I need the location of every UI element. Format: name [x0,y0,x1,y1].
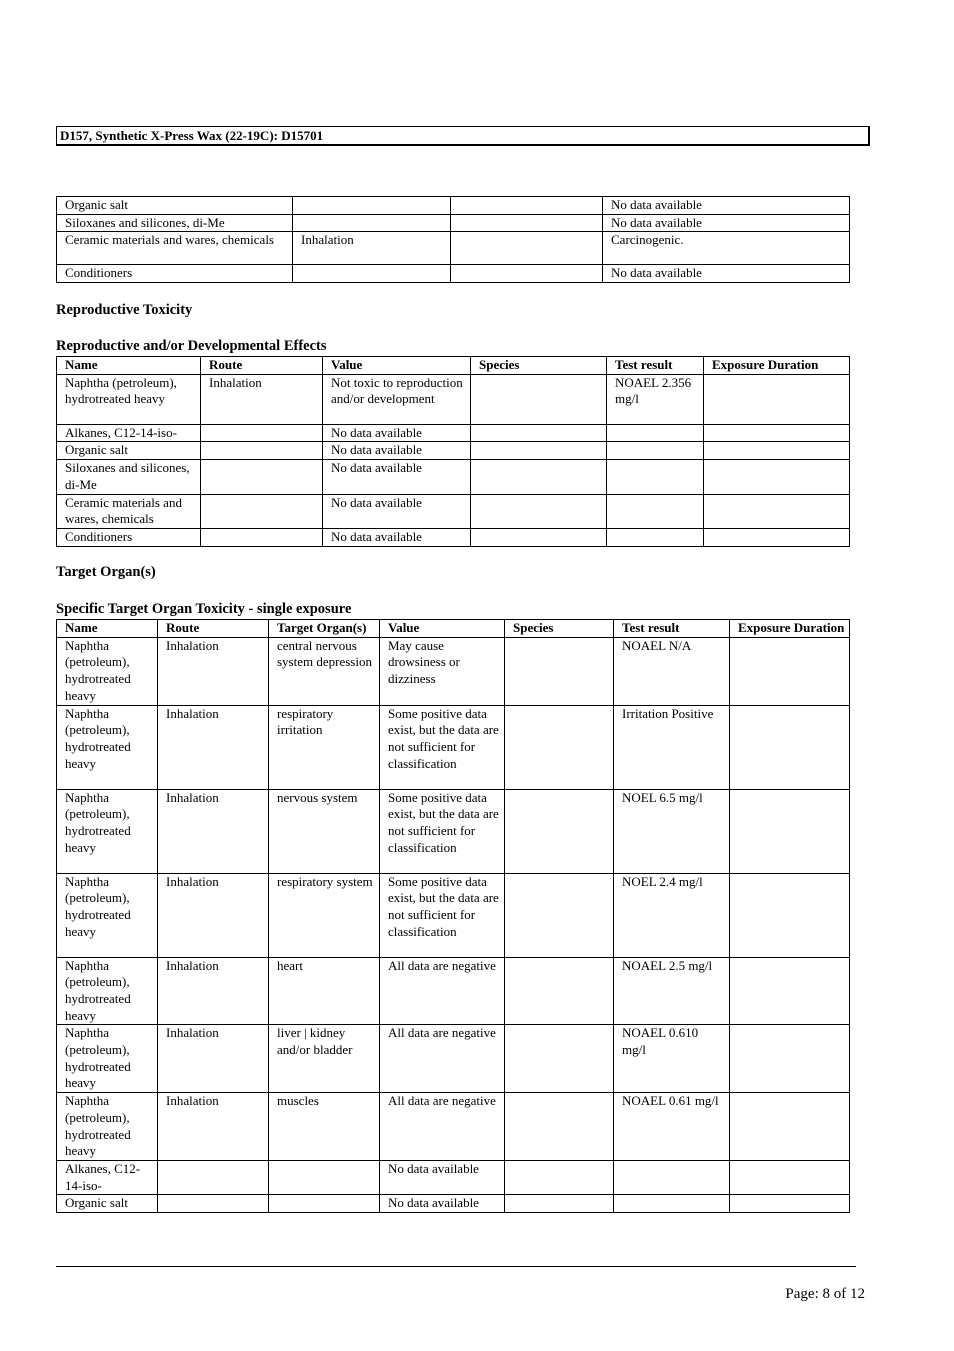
table-cell: Conditioners [57,265,293,283]
table-cell [505,1025,614,1093]
column-header: Exposure Duration [730,620,850,638]
column-header: Value [380,620,505,638]
table-cell: Some positive data exist, but the data are not sufficient for classification [380,873,505,957]
table-cell: All data are negative [380,1025,505,1093]
table-row [57,214,850,232]
table-cell: No data available [323,442,471,460]
table-row [57,442,850,460]
reproductive-table [56,356,850,547]
table-cell: Alkanes, C12-14-iso- [57,424,201,442]
table-cell [730,1195,850,1213]
carcinogenicity-table-body [57,197,850,283]
table-cell [201,424,323,442]
table-cell: Not toxic to reproduction and/or development [323,374,471,424]
table-cell: Inhalation [158,1025,269,1093]
table-cell [607,528,704,546]
table-row [57,494,850,528]
table-cell [614,1160,730,1194]
table-cell [607,494,704,528]
table-cell: Inhalation [158,637,269,705]
stot-table-body [57,637,850,1212]
table-cell: NOEL 2.4 mg/l [614,873,730,957]
table-cell: Inhalation [158,957,269,1025]
reproductive-table-body [57,374,850,546]
table-cell: NOAEL N/A [614,637,730,705]
table-cell [730,1160,850,1194]
table-cell [704,374,850,424]
table-cell: Inhalation [158,789,269,873]
table-cell [201,528,323,546]
table-cell [471,374,607,424]
reproductive-effects-caption: Reproductive and/or Developmental Effects [56,338,327,354]
table-cell: Carcinogenic. [603,232,850,265]
table-cell [505,637,614,705]
table-cell [730,705,850,789]
page-number: Page: 8 of 12 [785,1286,865,1302]
table-cell [607,460,704,494]
table-cell [505,1195,614,1213]
table-row [57,232,850,265]
column-header: Species [471,357,607,375]
table-cell [471,460,607,494]
table-cell: Ceramic materials and wares, chemicals [57,232,293,265]
table-row [57,424,850,442]
table-cell: Organic salt [57,1195,158,1213]
table-cell: No data available [380,1195,505,1213]
table-cell [505,789,614,873]
table-cell: No data available [603,265,850,283]
table-cell [704,442,850,460]
table-cell: NOAEL 2.356 mg/l [607,374,704,424]
table-row [57,528,850,546]
table-row [57,265,850,283]
table-cell: No data available [323,494,471,528]
table-cell [471,528,607,546]
table-cell: All data are negative [380,957,505,1025]
table-cell [730,957,850,1025]
table-cell [293,197,451,215]
table-cell [451,197,603,215]
table-cell [269,1195,380,1213]
column-header: Exposure Duration [704,357,850,375]
table-cell: Inhalation [293,232,451,265]
table-cell: Organic salt [57,442,201,460]
table-cell [704,460,850,494]
table-cell [704,528,850,546]
table-cell: respiratory irritation [269,705,380,789]
table-cell: Alkanes, C12-14-iso- [57,1160,158,1194]
target-organs-heading: Target Organ(s) [56,564,156,580]
table-cell [704,494,850,528]
table-cell: nervous system [269,789,380,873]
table-cell [730,1093,850,1161]
table-cell: Organic salt [57,197,293,215]
table-cell: Inhalation [158,705,269,789]
carcinogenicity-table [56,196,850,283]
table-cell [293,214,451,232]
table-row [57,1160,850,1194]
product-header: D157, Synthetic X-Press Wax (22-19C): D15701 [56,126,870,146]
table-cell: NOAEL 0.61 mg/l [614,1093,730,1161]
table-row [57,957,850,1025]
table-cell: Naphtha (petroleum), hydrotreated heavy [57,957,158,1025]
table-cell [607,442,704,460]
table-cell: Some positive data exist, but the data are not sufficient for classification [380,705,505,789]
column-header: Route [158,620,269,638]
table-row [57,1195,850,1213]
stot-single-exposure-caption: Specific Target Organ Toxicity - single exposure [56,601,352,617]
table-cell: Inhalation [201,374,323,424]
table-cell [451,265,603,283]
table-row [57,705,850,789]
table-cell [158,1160,269,1194]
table-cell [607,424,704,442]
table-cell: muscles [269,1093,380,1161]
table-row [57,873,850,957]
table-cell: No data available [323,460,471,494]
column-header: Target Organ(s) [269,620,380,638]
table-cell: respiratory system [269,873,380,957]
column-header: Route [201,357,323,375]
table-row [57,197,850,215]
reproductive-table-header [57,357,850,375]
column-header: Name [57,620,158,638]
table-cell [730,1025,850,1093]
table-cell: central nervous system depression [269,637,380,705]
table-cell: No data available [323,528,471,546]
table-cell: Siloxanes and silicones, di-Me [57,460,201,494]
table-cell: Naphtha (petroleum), hydrotreated heavy [57,705,158,789]
table-cell [730,789,850,873]
table-cell: No data available [380,1160,505,1194]
table-cell [505,1160,614,1194]
table-cell: No data available [323,424,471,442]
table-cell [505,873,614,957]
table-row [57,789,850,873]
table-cell [730,637,850,705]
table-cell: Naphtha (petroleum), hydrotreated heavy [57,374,201,424]
table-cell [471,494,607,528]
table-row [57,1025,850,1093]
table-cell: NOAEL 2.5 mg/l [614,957,730,1025]
table-row [57,374,850,424]
table-cell [505,957,614,1025]
column-header: Test result [607,357,704,375]
column-header: Test result [614,620,730,638]
table-cell: Naphtha (petroleum), hydrotreated heavy [57,1025,158,1093]
table-cell: Ceramic materials and wares, chemicals [57,494,201,528]
footer-divider [56,1266,856,1267]
table-row [57,1093,850,1161]
table-cell [201,442,323,460]
table-cell: All data are negative [380,1093,505,1161]
table-cell [505,705,614,789]
table-cell: Inhalation [158,1093,269,1161]
table-cell: Irritation Positive [614,705,730,789]
table-cell [505,1093,614,1161]
table-cell [201,460,323,494]
table-cell [730,873,850,957]
table-cell: Inhalation [158,873,269,957]
table-cell [614,1195,730,1213]
table-cell [269,1160,380,1194]
column-header: Name [57,357,201,375]
table-cell [201,494,323,528]
table-cell [471,442,607,460]
table-cell: Some positive data exist, but the data are not sufficient for classification [380,789,505,873]
column-header: Value [323,357,471,375]
table-row [57,637,850,705]
stot-table [56,619,850,1213]
table-cell: May cause drowsiness or dizziness [380,637,505,705]
table-cell [451,232,603,265]
reproductive-toxicity-heading: Reproductive Toxicity [56,302,193,318]
table-cell: NOAEL 0.610 mg/l [614,1025,730,1093]
table-cell: No data available [603,197,850,215]
table-cell [471,424,607,442]
table-cell [158,1195,269,1213]
table-cell [704,424,850,442]
table-cell: heart [269,957,380,1025]
table-cell [451,214,603,232]
table-row [57,460,850,494]
table-cell: liver | kidney and/or bladder [269,1025,380,1093]
column-header: Species [505,620,614,638]
table-cell: Naphtha (petroleum), hydrotreated heavy [57,1093,158,1161]
table-cell: Siloxanes and silicones, di-Me [57,214,293,232]
table-cell: Naphtha (petroleum), hydrotreated heavy [57,873,158,957]
table-cell: No data available [603,214,850,232]
table-cell: NOEL 6.5 mg/l [614,789,730,873]
table-cell: Naphtha (petroleum), hydrotreated heavy [57,789,158,873]
table-cell [293,265,451,283]
stot-table-header [57,620,850,638]
table-cell: Conditioners [57,528,201,546]
table-cell: Naphtha (petroleum), hydrotreated heavy [57,637,158,705]
